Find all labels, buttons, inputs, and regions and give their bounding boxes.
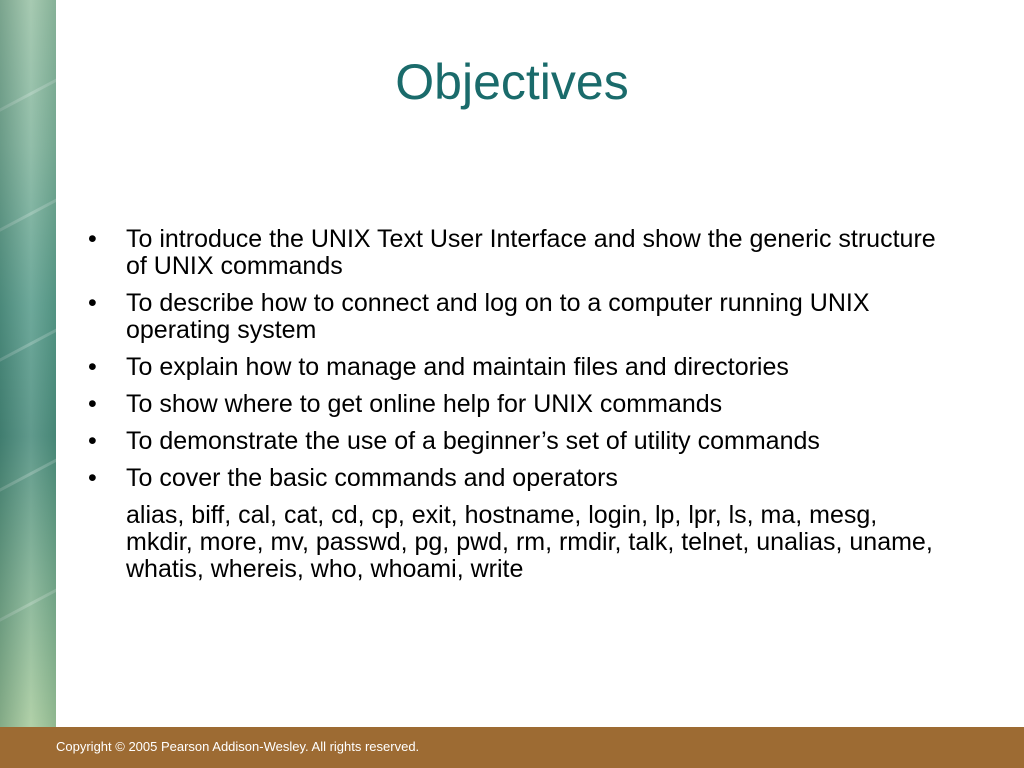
footer-bar — [0, 727, 1024, 768]
bullet-icon: • — [88, 427, 97, 455]
copyright-notice: Copyright © 2005 Pearson Addison-Wesley. All rights reserved. — [56, 739, 420, 754]
objective-item — [88, 391, 948, 418]
slide-content — [88, 226, 948, 583]
objective-item — [88, 226, 948, 280]
objective-text: To demonstrate the use of a beginner’s set of utility commands — [126, 427, 820, 455]
leaf-shade — [0, 0, 56, 727]
leaf-decoration-band — [0, 0, 56, 727]
objective-item — [88, 354, 948, 381]
objective-text: To explain how to manage and maintain files and directories — [126, 353, 789, 381]
objective-item — [88, 465, 948, 492]
objective-text: To show where to get online help for UNIX commands — [126, 390, 723, 418]
objective-text: To describe how to connect and log on to a computer running UNIX operating system — [126, 289, 870, 344]
objective-text: To introduce the UNIX Text User Interface and show the generic structure of UNIX commands — [126, 225, 936, 280]
commands-list: alias, biff, cal, cat, cd, cp, exit, hostname, login, lp, lpr, ls, ma, mesg, mkdir, more, mv, passwd, pg, pwd, rm, rmdir, talk, telnet, unalias, uname, whatis, whereis, who, whoami, write — [126, 501, 933, 583]
objectives-list — [88, 226, 948, 492]
slide-title: Objectives — [395, 54, 629, 110]
objective-item — [88, 290, 948, 344]
bullet-icon: • — [88, 353, 97, 381]
bullet-icon: • — [88, 289, 97, 317]
objective-item — [88, 428, 948, 455]
bullet-icon: • — [88, 390, 97, 418]
bullet-icon: • — [88, 225, 97, 253]
bullet-icon: • — [88, 464, 97, 492]
objective-text: To cover the basic commands and operators — [126, 464, 618, 492]
